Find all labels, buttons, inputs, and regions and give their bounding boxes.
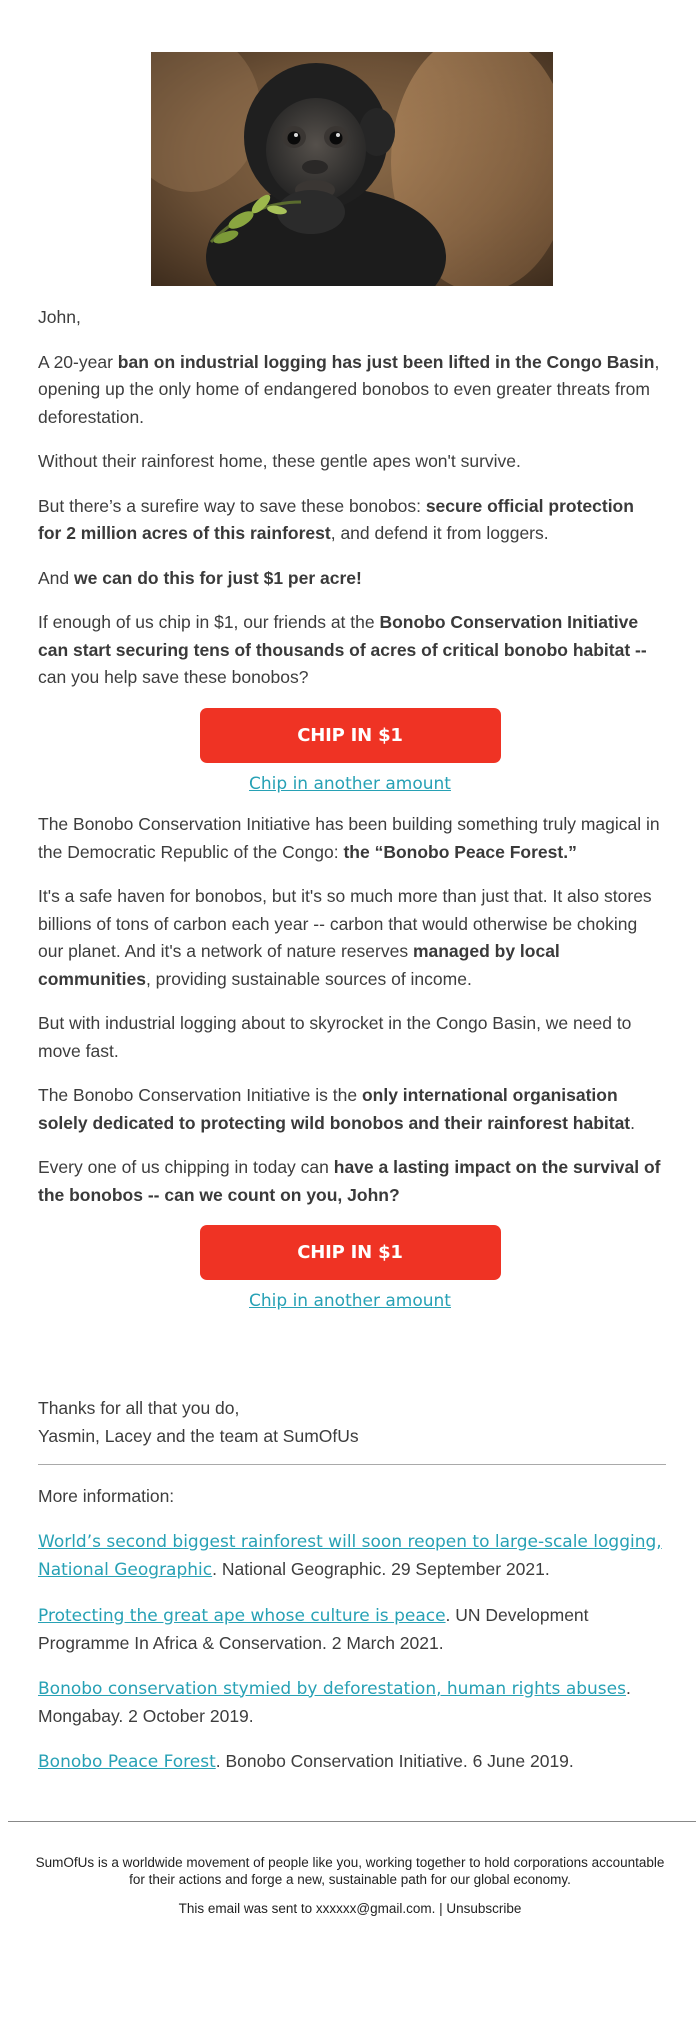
source-item — [38, 1748, 662, 1777]
paragraph-organisation — [38, 1082, 662, 1137]
paragraph-impact — [38, 1154, 662, 1209]
text: The Bonobo Conservation Initiative is the — [38, 1085, 362, 1105]
bold-text: we can do this for just $1 per acre! — [74, 567, 362, 588]
greeting: John, — [38, 307, 81, 327]
sent-to-text: This email was sent to xxxxxx@gmail.com. — [178, 1901, 436, 1916]
text: It's a safe haven for bonobos, but it's so much more than just that. It also stores billions of tons of carbon each year -- carbon that would otherwise be choking our planet. And it's a network of nature reserves — [38, 886, 652, 961]
unsubscribe-link[interactable]: Unsubscribe — [446, 1901, 522, 1916]
footer-about: SumOfUs is a worldwide movement of people like you, working together to hold corporations accountable for their actions and forge a new, sustainable path for our global economy. — [35, 1855, 665, 1887]
source-details: . National Geographic. 29 September 2021. — [212, 1559, 550, 1579]
source-details: . Mongabay. 2 October 2019. — [38, 1677, 631, 1726]
text: can you help save these bonobos? — [38, 667, 309, 687]
paragraph-cost — [38, 565, 662, 593]
signoff — [38, 1395, 662, 1450]
paragraph-survival: Without their rainforest home, these gentle apes won't survive. — [38, 451, 521, 471]
source-link[interactable]: Bonobo conservation stymied by deforestation, human rights abuses — [38, 1678, 626, 1699]
source-details: . Bonobo Conservation Initiative. 6 June 2019. — [215, 1750, 574, 1771]
source-item — [38, 1528, 662, 1585]
paragraph-peace-forest — [38, 811, 662, 866]
separator: | — [435, 1901, 447, 1916]
footer-sent-to — [30, 1900, 670, 1917]
chip-in-button[interactable]: CHIP IN $1 — [200, 1225, 501, 1280]
text: The Bonobo Conservation Initiative has been building something truly magical in the Democratic Republic of the Congo: — [38, 814, 660, 862]
source-item — [38, 1602, 662, 1658]
bold-text: secure official protection for 2 million acres of this rainforest — [38, 495, 634, 543]
more-information-heading: More information: — [38, 1486, 175, 1506]
source-details: . UN Development Programme In Africa & Conservation. 2 March 2021. — [38, 1604, 589, 1653]
paragraph-urgency: But with industrial logging about to skyrocket in the Congo Basin, we need to move fast. — [38, 1013, 632, 1061]
bold-text: ban on industrial logging has just been lifted in the Congo Basin — [117, 351, 655, 372]
paragraph-solution — [38, 493, 662, 548]
bonobo-photo-image — [151, 52, 553, 286]
chip-in-another-amount-link[interactable]: Chip in another amount — [249, 1291, 451, 1311]
text: . — [630, 1112, 636, 1133]
bold-text: managed by local communities — [38, 941, 560, 989]
text: A 20-year — [38, 351, 118, 372]
bold-text: Bonobo Conservation Initiative can start securing tens of thousands of acres of critical bonobo habitat -- — [38, 612, 647, 660]
text: And — [38, 567, 74, 588]
more-information — [38, 1483, 662, 1793]
bold-text: have a lasting impact on the survival of the bonobos -- can we count on you, John? — [38, 1157, 661, 1205]
source-link[interactable]: World’s second biggest rainforest will soon reopen to large-scale logging, National Geographic — [38, 1531, 662, 1580]
paragraph-safe-haven — [38, 883, 662, 993]
cta-block-1 — [38, 708, 662, 798]
divider — [38, 1464, 666, 1465]
text: Every one of us chipping in today can — [38, 1157, 334, 1177]
chip-in-another-amount-link[interactable]: Chip in another amount — [249, 773, 451, 794]
footer — [30, 1854, 670, 1929]
hero-image — [151, 52, 553, 286]
cta-block-2 — [38, 1225, 662, 1315]
text: , providing sustainable sources of income. — [145, 968, 472, 989]
chip-in-button[interactable]: CHIP IN $1 — [200, 708, 501, 763]
text: , and defend it from loggers. — [330, 523, 549, 543]
source-link[interactable]: Bonobo Peace Forest — [38, 1751, 216, 1772]
bold-text: only international organisation solely dedicated to protecting wild bonobos and their rainforest habitat — [38, 1085, 631, 1133]
text: , opening up the only home of endangered bonobos to even greater threats from deforestation. — [38, 351, 660, 427]
source-item — [38, 1675, 662, 1731]
text: If enough of us chip in $1, our friends at the — [38, 612, 380, 632]
paragraph-logging-ban — [38, 349, 662, 432]
signoff-thanks: Thanks for all that you do, — [38, 1398, 240, 1418]
signoff-signature: Yasmin, Lacey and the team at SumOfUs — [38, 1425, 359, 1446]
paragraph-ask — [38, 609, 662, 692]
text: But there’s a surefire way to save these bonobos: — [38, 495, 426, 516]
footer-divider — [8, 1821, 696, 1822]
source-link[interactable]: Protecting the great ape whose culture is peace — [38, 1605, 446, 1626]
bold-text: the “Bonobo Peace Forest.” — [343, 841, 577, 862]
email-body — [38, 304, 662, 1315]
